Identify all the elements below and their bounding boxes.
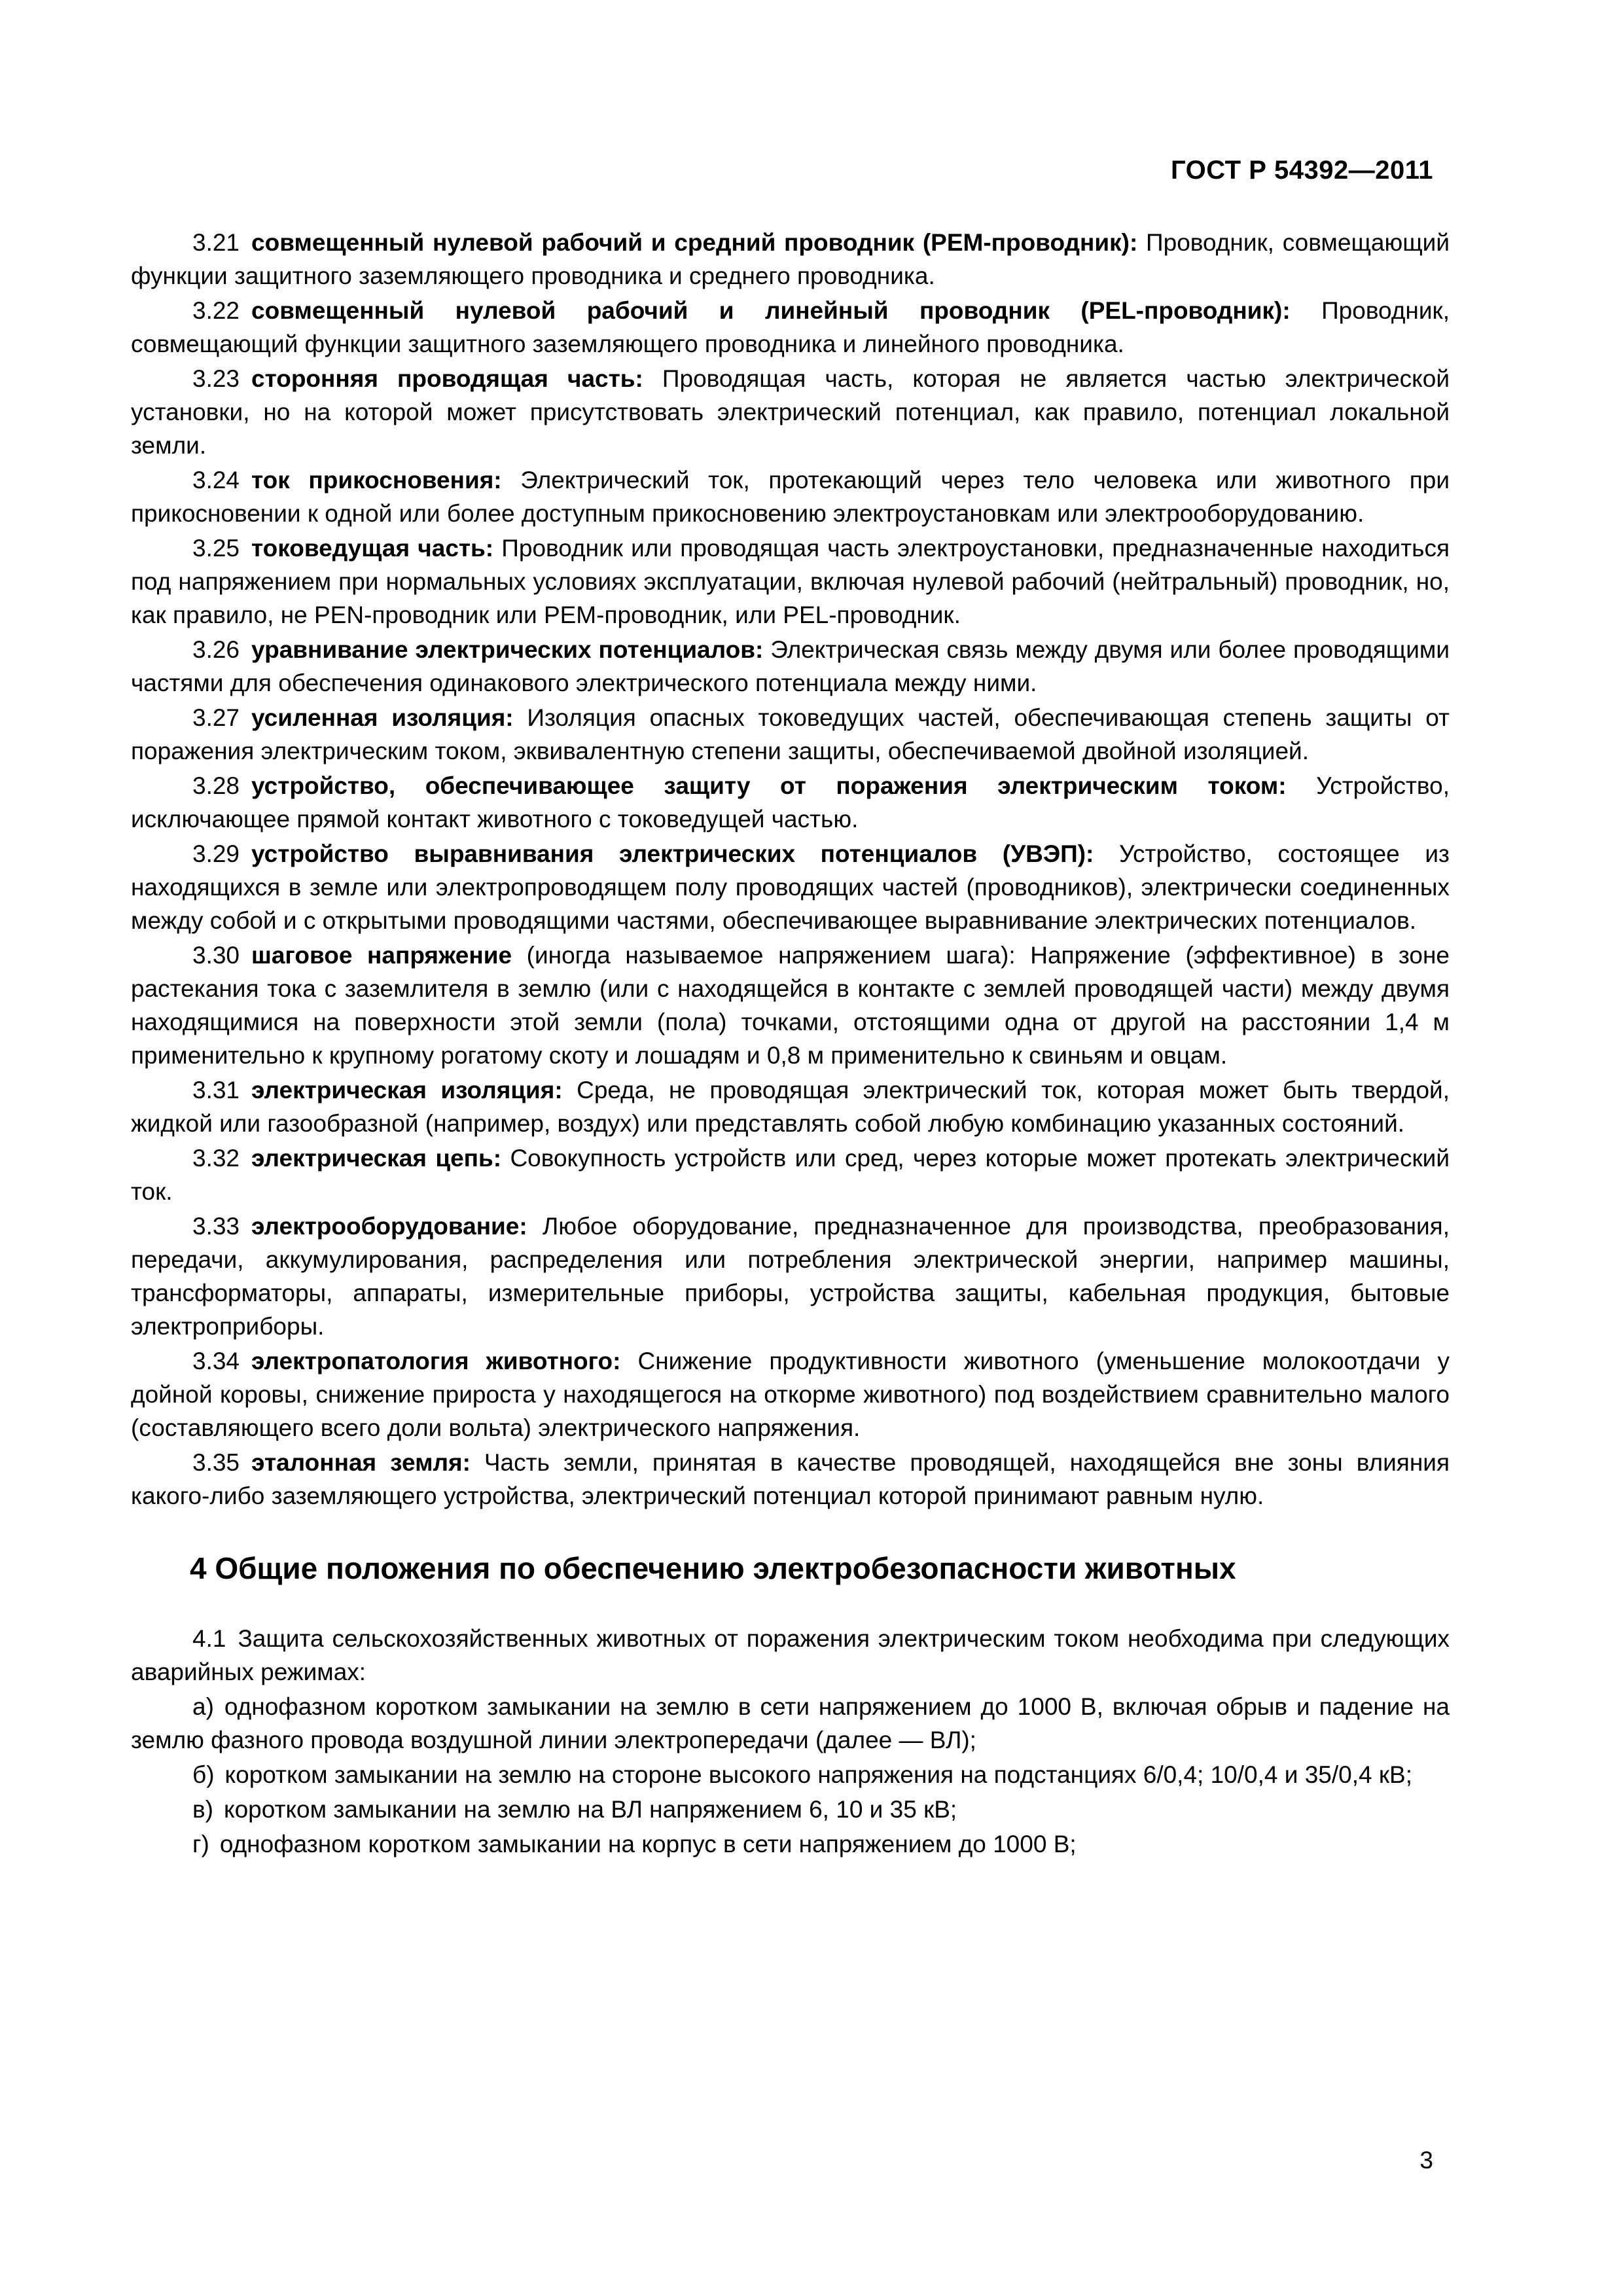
definition-paragraph bbox=[131, 1344, 1450, 1444]
list-item bbox=[131, 1690, 1450, 1757]
list-item bbox=[131, 1758, 1450, 1791]
definition-paragraph bbox=[131, 837, 1450, 937]
definition-paragraph bbox=[131, 633, 1450, 700]
definition-text: Проводник или проводящая часть электроустановки, предназначенные находиться под напряжением при нормальных условиях эксплуатации, включая нулевой рабочий (нейтральный) проводник, но, как правило, не PEN-проводник или PEM-проводник, или PEL-проводник. bbox=[131, 535, 1450, 628]
definition-term: электрическая изоляция: bbox=[251, 1077, 563, 1103]
definition-paragraph bbox=[131, 701, 1450, 768]
clause-number: 4.1 bbox=[192, 1625, 226, 1652]
definition-number: 3.28 bbox=[192, 772, 240, 799]
list-item-marker: г) bbox=[192, 1831, 209, 1857]
definition-paragraph bbox=[131, 1141, 1450, 1208]
definition-number: 3.27 bbox=[192, 704, 240, 731]
definition-text: Электрическая связь между двумя или более проводящими частями для обеспечения одинакового электрического потенциала между ними. bbox=[131, 636, 1450, 696]
definition-text: Проводящая часть, которая не является частью электрической установки, но на которой может присутствовать электрический потенциал, как правило, потенциал локальной земли. bbox=[131, 365, 1450, 459]
definition-paragraph bbox=[131, 769, 1450, 836]
definition-term: ток прикосновения: bbox=[251, 467, 502, 493]
definition-number: 3.26 bbox=[192, 636, 240, 663]
list-item bbox=[131, 1827, 1450, 1861]
list-item-text: однофазном коротком замыкании на землю в сети напряжением до 1000 В, включая обрыв и падение на землю фазного провода воздушной линии электропередачи (далее — ВЛ); bbox=[131, 1693, 1450, 1753]
definition-term: устройство, обеспечивающее защиту от поражения электрическим током: bbox=[251, 772, 1287, 799]
definition-paragraph bbox=[131, 362, 1450, 462]
definition-paragraph bbox=[131, 1073, 1450, 1140]
definition-text: Проводник, совмещающий функции защитного заземляющего проводника и линейного проводника. bbox=[131, 297, 1450, 357]
definition-number: 3.33 bbox=[192, 1213, 240, 1240]
definition-term: шаговое напряжение bbox=[251, 942, 512, 969]
definition-text: Устройство, состоящее из находящихся в земле или электропроводящем полу проводящих частей (проводников), электрически соединенных между собой и с открытыми проводящими частями, обеспечивающее выравнивание электрических потенциалов. bbox=[131, 840, 1450, 934]
definition-text: Электрический ток, протекающий через тело человека или животного при прикосновении к одной или более доступным прикосновению электроустановкам или электрооборудованию. bbox=[131, 467, 1450, 527]
definition-number: 3.32 bbox=[192, 1145, 240, 1172]
definition-number: 3.29 bbox=[192, 840, 240, 867]
page-content bbox=[131, 226, 1450, 1862]
section-intro-paragraph bbox=[131, 1622, 1450, 1689]
definition-term: эталонная земля: bbox=[251, 1449, 471, 1476]
definition-paragraph bbox=[131, 1446, 1450, 1513]
definition-text: Среда, не проводящая электрический ток, которая может быть твердой, жидкой или газообразной (например, воздух) или представлять собой любую комбинацию указанных состояний. bbox=[131, 1077, 1450, 1137]
list-item-marker: б) bbox=[192, 1761, 215, 1788]
definition-number: 3.35 bbox=[192, 1449, 240, 1476]
definition-text: Изоляция опасных токоведущих частей, обеспечивающая степень защиты от поражения электрическим током, эквивалентную степени защиты, обеспечиваемой двойной изоляцией. bbox=[131, 704, 1450, 764]
definition-number: 3.22 bbox=[192, 297, 240, 324]
definition-term: электрическая цепь: bbox=[251, 1145, 502, 1172]
list-item-marker: в) bbox=[192, 1796, 213, 1823]
definition-paragraph bbox=[131, 294, 1450, 361]
definition-term: усиленная изоляция: bbox=[251, 704, 514, 731]
list-item-text: однофазном коротком замыкании на корпус в сети напряжением до 1000 В; bbox=[219, 1831, 1077, 1857]
definition-text: (иногда называемое напряжением шага): Напряжение (эффективное) в зоне растекания тока с заземлителя в землю (или с находящейся в контакте с землей проводящей части) между двумя находящимися на поверхности этой земли (пола) точками, отстоящими одна от другой на расстоянии 1,4 м применительно к крупному рогатому скоту и лошадям и 0,8 м применительно к свиньям и овцам. bbox=[131, 942, 1450, 1069]
definition-text: Любое оборудование, предназначенное для производства, преобразования, передачи, аккумулирования, распределения или потребления электрической энергии, например машины, трансформаторы, аппараты, измерительные приборы, устройства защиты, кабельная продукция, бытовые электроприборы. bbox=[131, 1213, 1450, 1340]
definition-text: Снижение продуктивности животного (уменьшение молокоотдачи у дойной коровы, снижение прироста у находящегося на откорме животного) под воздействием сравнительно малого (составляющего всего доли вольта) электрического напряжения. bbox=[131, 1348, 1450, 1441]
page-number: 3 bbox=[1419, 2147, 1433, 2174]
list-item-text: коротком замыкании на землю на стороне высокого напряжения на подстанциях 6/0,4; 10/0,4 и 35/0,4 кВ; bbox=[224, 1761, 1412, 1788]
definition-paragraph bbox=[131, 531, 1450, 632]
definition-term: электропатология животного: bbox=[251, 1348, 621, 1374]
definition-term: совмещенный нулевой рабочий и линейный проводник (PEL-проводник): bbox=[251, 297, 1291, 324]
definition-paragraph bbox=[131, 226, 1450, 293]
definition-term: электрооборудование: bbox=[251, 1213, 527, 1240]
definition-term: совмещенный нулевой рабочий и средний проводник (PEM-проводник): bbox=[251, 229, 1138, 256]
list-item-text: коротком замыкании на землю на ВЛ напряжением 6, 10 и 35 кВ; bbox=[223, 1796, 957, 1823]
definition-term: уравнивание электрических потенциалов: bbox=[251, 636, 764, 663]
page-header: ГОСТ Р 54392—2011 bbox=[1171, 156, 1433, 185]
definition-number: 3.34 bbox=[192, 1348, 240, 1374]
definition-paragraph bbox=[131, 939, 1450, 1072]
definition-term: токоведущая часть: bbox=[251, 535, 494, 562]
definition-number: 3.31 bbox=[192, 1077, 240, 1103]
definition-number: 3.21 bbox=[192, 229, 240, 256]
definition-text: Проводник, совмещающий функции защитного заземляющего проводника и среднего проводника. bbox=[131, 229, 1450, 289]
definition-paragraph bbox=[131, 1210, 1450, 1343]
definition-number: 3.30 bbox=[192, 942, 240, 969]
definition-number: 3.25 bbox=[192, 535, 240, 562]
list-item-marker: а) bbox=[192, 1693, 214, 1720]
definition-term: сторонняя проводящая часть: bbox=[251, 365, 643, 392]
definition-text: Совокупность устройств или сред, через которые может протекать электрический ток. bbox=[131, 1145, 1450, 1205]
definition-paragraph bbox=[131, 463, 1450, 530]
definition-number: 3.24 bbox=[192, 467, 240, 493]
section-heading: 4 Общие положения по обеспечению электробезопасности животных bbox=[190, 1551, 1236, 1585]
list-item bbox=[131, 1793, 1450, 1826]
definition-text: Устройство, исключающее прямой контакт животного с токоведущей частью. bbox=[131, 772, 1450, 833]
definition-term: устройство выравнивания электрических потенциалов (УВЭП): bbox=[251, 840, 1094, 867]
definition-text: Часть земли, принятая в качестве проводящей, находящейся вне зоны влияния какого-либо заземляющего устройства, электрический потенциал которой принимают равным нулю. bbox=[131, 1449, 1450, 1509]
definition-number: 3.23 bbox=[192, 365, 240, 392]
clause-text: Защита сельскохозяйственных животных от поражения электрическим током необходима при следующих аварийных режимах: bbox=[131, 1625, 1450, 1685]
